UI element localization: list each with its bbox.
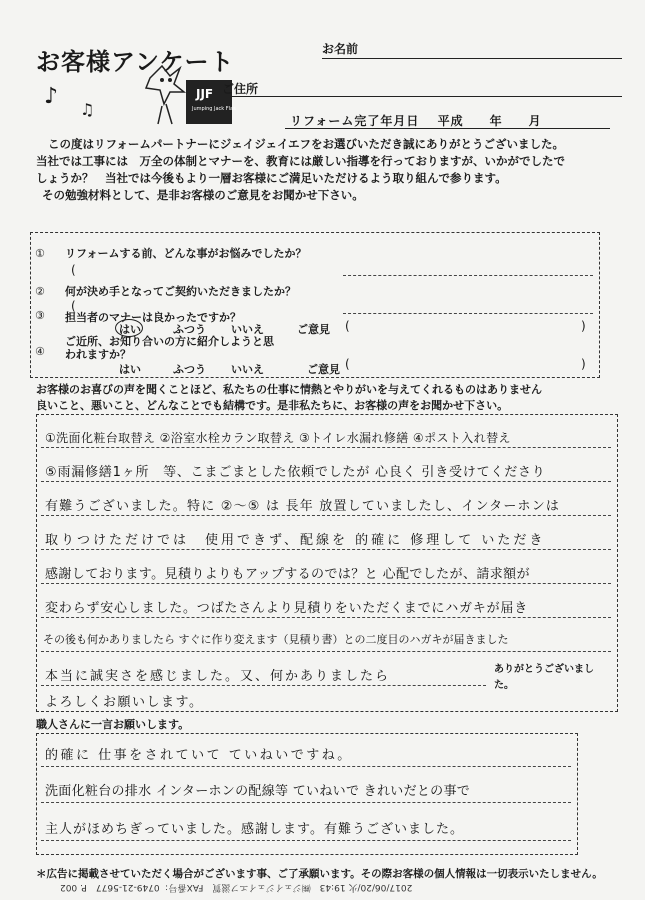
- answer-open-paren: (: [345, 357, 350, 371]
- answer-open-paren: (: [345, 319, 350, 333]
- intro-line: この度はリフォームパートナーにジェイジェイエフをお選びいただき誠にありがとうございました。: [48, 137, 564, 151]
- ruled-line: [41, 766, 571, 767]
- answer-close-paren: ): [581, 319, 586, 333]
- ruled-line: [41, 583, 611, 584]
- option-no: いいえ: [231, 323, 264, 336]
- question-number: ④: [35, 345, 45, 358]
- ruled-line: [41, 651, 611, 652]
- craftsman-label: 職人さんに一言お願いします。: [36, 718, 190, 731]
- question-number: ①: [35, 247, 45, 260]
- name-label: お名前: [322, 42, 359, 56]
- handwritten-line: 本当に誠実さを感じました。又、何かありましたら: [45, 669, 391, 684]
- intro-line: 当社では工事には 万全の体制とマナーを、教育には厳しい指導を行っておりますが、いかがでしたで: [36, 154, 565, 168]
- handwritten-line: 洗面化粧台の排水 インターホンの配線等 ていねいで きれいだとの事で: [45, 784, 471, 799]
- question-3: 担当者のマナーは良かったですか？: [65, 311, 241, 324]
- handwritten-line: 感謝しております。見積りよりもアップするのでは？と 心配でしたが、請求額が: [45, 567, 530, 582]
- completion-date-line: [285, 128, 610, 129]
- ruled-line: [41, 515, 611, 516]
- ruled-line: [41, 549, 611, 550]
- answer-open-paren: (: [71, 299, 76, 313]
- handwritten-line: 取りつけただけでは 使用できず、配線を 的確に 修理して いただき: [45, 533, 546, 548]
- handwritten-line: その後も何かありましたら すぐに作り変えます（見積り書）との二度目のハガキが届きました: [43, 633, 509, 646]
- intro-text: [36, 136, 626, 204]
- answer-open-paren: (: [71, 263, 76, 277]
- question-number: ③: [35, 309, 45, 322]
- option-no: いいえ: [231, 363, 264, 376]
- question-number: ②: [35, 285, 45, 298]
- ruled-line: [41, 617, 611, 618]
- svg-text:Jumping Jack Flash: Jumping Jack Flash: [192, 106, 236, 112]
- name-field-line: [322, 58, 622, 59]
- option-normal: ふつう: [173, 363, 206, 376]
- voice-note-line: 良いこと、悪いこと、どんなことでも結構です。是非私たちに、お客様の声をお聞かせ下さい。: [36, 399, 509, 412]
- voice-note: [36, 382, 626, 414]
- handwritten-line: ⑤雨漏修繕1ヶ所 等、こまごまとした依頼でしたが 心良く 引き受けてくださり: [45, 465, 546, 480]
- handwritten-line: 主人がほめちぎっていました。感謝します。有難うございました。: [45, 822, 464, 837]
- handwritten-line: よろしくお願いします。: [45, 695, 204, 710]
- page-title: お客様アンケート: [36, 48, 235, 76]
- ruled-line: [41, 802, 571, 803]
- ruled-line: [41, 481, 611, 482]
- option-yes: はい: [119, 323, 141, 336]
- intro-line: しょうか？ 当社では今後もより一層お客様にご満足いただけるよう取り組んで参ります。: [36, 171, 507, 185]
- music-note-icon: ♫: [80, 100, 95, 119]
- answer-line: [343, 275, 593, 276]
- questions-box: [30, 232, 600, 378]
- handwritten-line: 的確に 仕事をされていて ていねいですね。: [45, 748, 353, 763]
- question-4: ご近所、お知り合いの方に紹介しようと思: [65, 335, 274, 348]
- craftsman-comment-box: [36, 733, 578, 855]
- logo-text: JJF: [196, 87, 214, 101]
- ruled-line: [41, 447, 611, 448]
- thanks-text: ありがとうございました。: [494, 664, 594, 691]
- intro-line: その勉強材料として、是非お客様のご意見をお聞かせ下さい。: [42, 188, 364, 202]
- voice-note-line: お客様のお喜びの声を聞くことほど、私たちの仕事に情熱とやりがいを与えてくれるものはありません: [36, 383, 542, 396]
- question-2: 何が決め手となってご契約いただきましたか？: [65, 285, 296, 298]
- option-yes: はい: [119, 363, 141, 376]
- ruled-line: [41, 840, 571, 841]
- option-normal: ふつう: [173, 323, 206, 336]
- address-label: ご住所: [222, 82, 259, 96]
- answer-close-paren: ): [581, 357, 586, 371]
- footer-note: ＊広告に掲載させていただく場合がございます事、ご了承願います。その際お客様の個人情報は一切表示いたしません。: [36, 868, 603, 880]
- ruled-line: [41, 685, 486, 686]
- address-field-line: [222, 96, 622, 97]
- question-4-cont: われますか？: [65, 348, 131, 361]
- handwritten-line: ①洗面化粧台取替え ②浴室水栓カラン取替え ③トイレ水漏れ修繕 ④ポスト入れ替え: [45, 431, 511, 445]
- music-note-icon: ♪: [44, 84, 59, 109]
- option-opinion: ご意見: [297, 323, 330, 336]
- answer-line: [343, 313, 593, 314]
- completion-date-label: リフォーム完了年月日 平成 年 月: [290, 114, 542, 128]
- fax-header-line: 2017/06/20/火 19:43 ㈱ジェイジェイエフ滋賀 FAX番号：0749-21-5677 P. 002: [60, 882, 413, 892]
- question-1: リフォームする前、どんな事がお悩みでしたか？: [65, 247, 307, 260]
- handwritten-line: 有難うございました。特に ②〜⑤ は 長年 放置していましたし、インターホンは: [45, 499, 561, 514]
- option-opinion: ご意見: [307, 363, 340, 376]
- handwritten-line: 変わらず安心しました。つばたさんより見積りをいただくまでにハガキが届き: [45, 601, 529, 616]
